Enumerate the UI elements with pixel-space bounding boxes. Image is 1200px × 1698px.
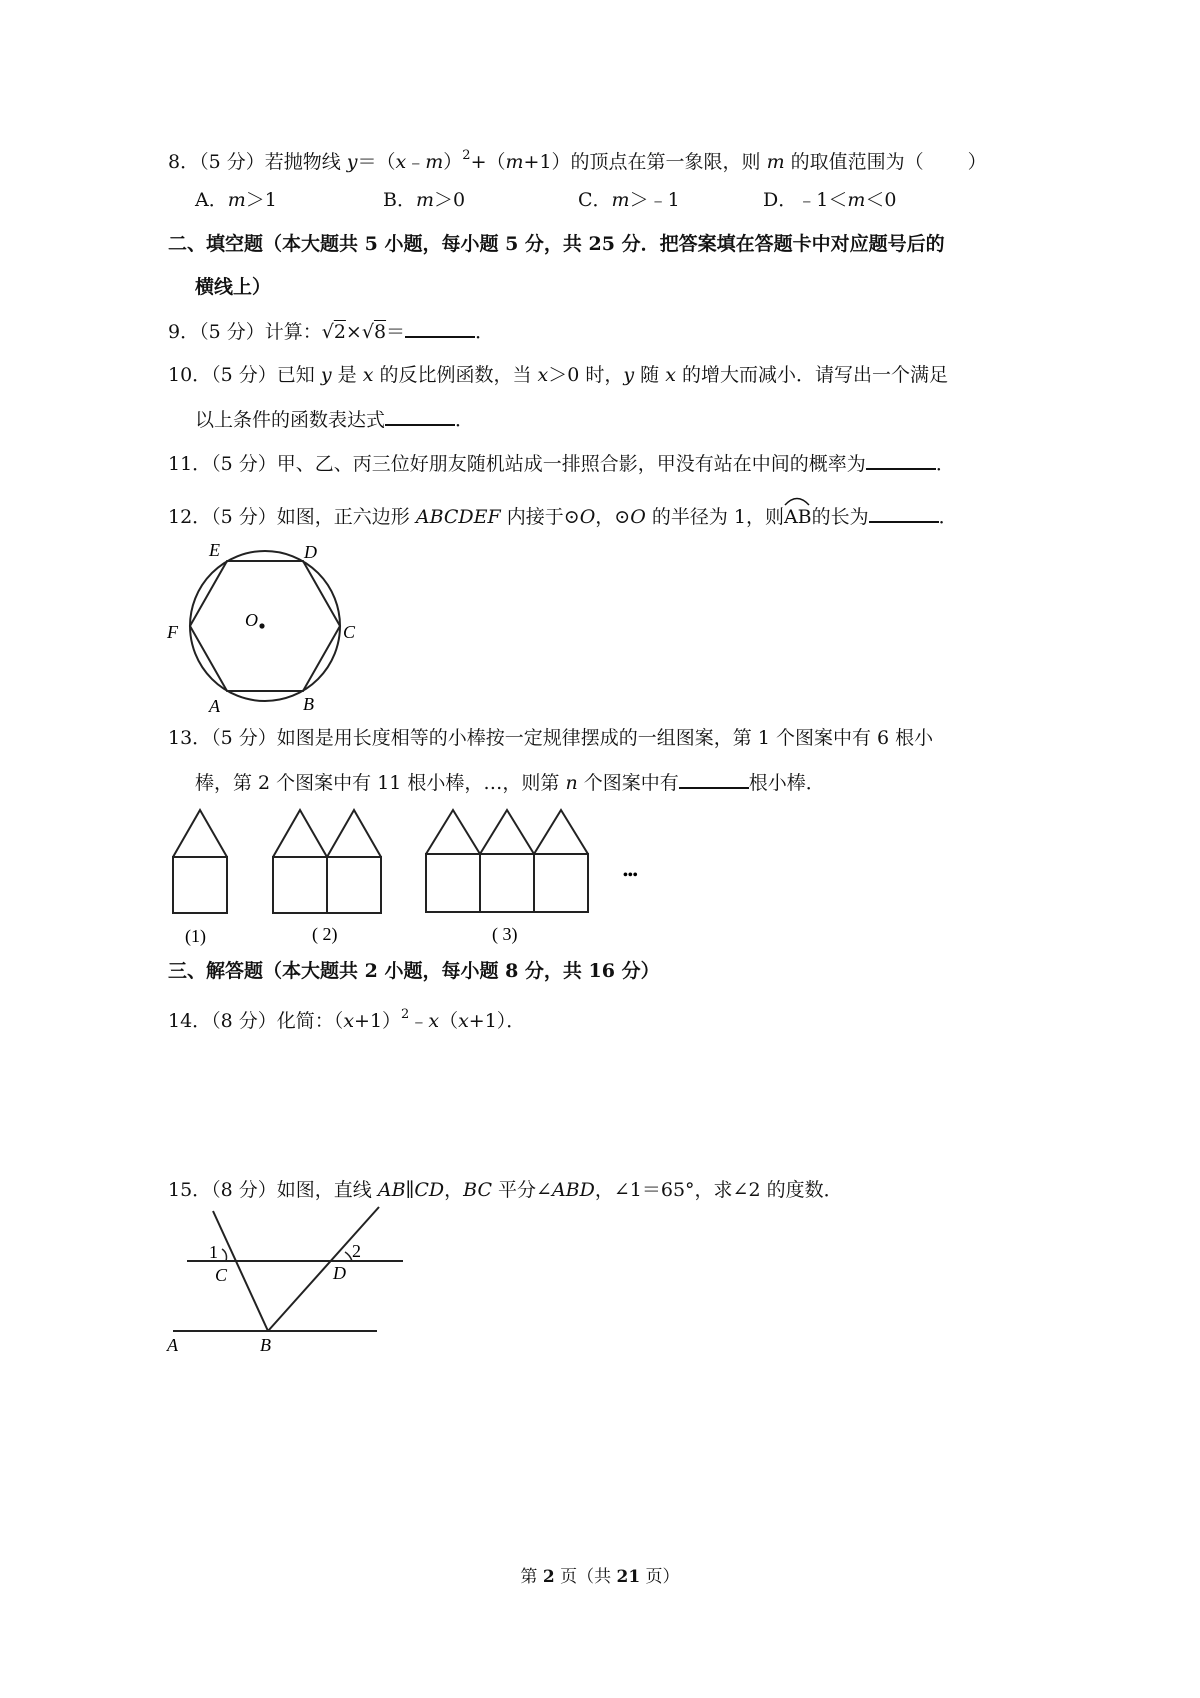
option-c: C．m＞﹣1	[578, 189, 680, 211]
label-e: E	[209, 540, 220, 560]
center-point	[259, 623, 264, 628]
pattern-3-square-2	[480, 854, 534, 912]
angle-2-arc	[345, 1252, 352, 1261]
pattern-1-roof	[173, 810, 227, 857]
section-2-heading-cont: 横线上）	[195, 276, 272, 298]
option-b: B．m＞0	[383, 189, 466, 211]
sqrt-icon: √	[321, 321, 334, 343]
arc-ab: AB	[784, 504, 812, 530]
question-13: 13．（5 分）如图是用长度相等的小棒按一定规律摆成的一组图案，第 1 个图案中有 6 根小	[168, 727, 934, 749]
caption-3: ( 3)	[492, 924, 518, 944]
label-d: D	[333, 1263, 346, 1283]
answer-blank[interactable]	[869, 503, 939, 523]
question-15: 15．（8 分）如图，直线 AB∥CD，BC 平分∠ABD，∠1＝65°，求∠2 的度数．	[168, 1179, 843, 1201]
angle-1-label: 1	[209, 1242, 218, 1262]
label-d: D	[304, 542, 317, 562]
answer-blank[interactable]	[866, 450, 936, 470]
label-a: A	[167, 1335, 178, 1355]
angle-1-arc	[222, 1249, 227, 1261]
question-14: 14．（8 分）化简：$(x+1)^2﹣x(x+1)$．	[168, 1007, 526, 1032]
label-c: C	[343, 622, 356, 642]
section-3-heading: 三、解答题（本大题共 2 小题，每小题 8 分，共 16 分）	[168, 960, 660, 982]
question-13-cont: 棒，第 2 个图案中有 11 根小棒，…，则第 n 个图案中有 根小棒．	[195, 769, 825, 796]
label-a: A	[209, 696, 220, 716]
answer-blank[interactable]	[679, 769, 749, 789]
question-11: 11．（5 分）甲、乙、丙三位好朋友随机站成一排照合影，甲没有站在中间的概率为 ．	[168, 450, 955, 477]
circle-o	[190, 551, 340, 701]
pattern-2-roof	[273, 810, 381, 857]
question-12: 12．（5 分）如图，正六边形 ABCDEF 内接于⊙O，⊙O 的半径为 1，则 AB的长为 ．	[168, 503, 958, 530]
ellipsis: •••	[623, 868, 638, 883]
question-10: 10．（5 分）已知 y 是 x 的反比例函数，当 x＞0 时，y 随 x 的增大而减小．请写出一个满足	[168, 364, 948, 386]
answer-blank[interactable]	[405, 318, 475, 338]
label-b: B	[260, 1335, 271, 1355]
stick-pattern-figure	[165, 805, 655, 950]
pattern-3-roof	[426, 810, 588, 854]
hexagon-abcdef	[190, 561, 340, 691]
caption-1: (1)	[185, 926, 206, 946]
hexagon-figure	[165, 540, 365, 718]
label-c: C	[215, 1265, 228, 1285]
label-f: F	[167, 622, 178, 642]
arc-icon	[783, 494, 811, 506]
page-footer: 第 2 页（共 21 页）	[520, 1567, 680, 1587]
answer-blank[interactable]	[385, 406, 455, 426]
sqrt-icon: √	[361, 321, 374, 343]
question-8-stem: 8．（5 分）若抛物线 y＝（x﹣m）$^2$+（m+1）的顶点在第一象限，则 m 的取值范围为（ ）	[168, 148, 987, 173]
label-o: O	[245, 610, 258, 630]
parallel-lines-figure	[165, 1205, 410, 1360]
question-10-cont: 以上条件的函数表达式 ．	[195, 406, 474, 433]
pattern-2-square-1	[273, 857, 327, 913]
option-a: A．m＞1	[195, 189, 277, 211]
option-d: D．﹣1＜m＜0	[763, 189, 897, 211]
pattern-2-square-2	[327, 857, 381, 913]
angle-2-label: 2	[352, 1241, 361, 1261]
line-bd	[268, 1207, 379, 1331]
section-2-heading: 二、填空题（本大题共 5 小题，每小题 5 分，共 25 分．把答案填在答题卡中对应题号后的	[168, 233, 945, 255]
pattern-1-square	[173, 857, 227, 913]
pattern-3-square-1	[426, 854, 480, 912]
label-b: B	[303, 694, 314, 714]
caption-2: ( 2)	[312, 924, 338, 944]
pattern-3-square-3	[534, 854, 588, 912]
question-9: 9．（5 分）计算：√2×√8＝ ．	[168, 318, 494, 345]
